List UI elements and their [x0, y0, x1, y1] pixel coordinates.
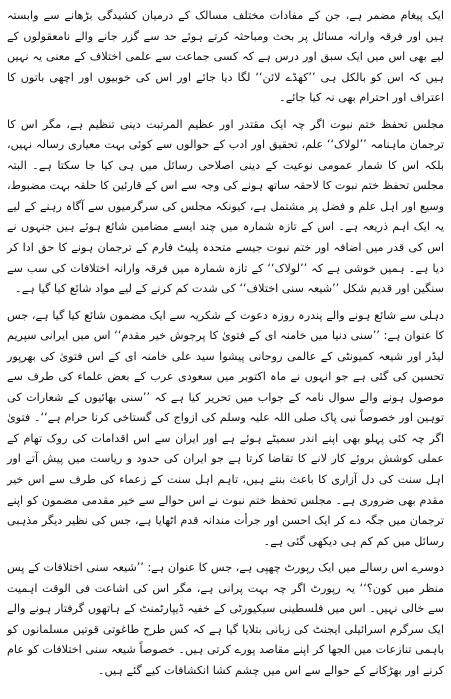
- paragraph-1: ایک پیغام مضمر ہے، جن کے مفادات مختلف مسالک کے درمیان کشیدگی بڑھانے سے وابستہ ہیں اور فرقہ وارانہ مسائل پر بحث ومباحثہ کرتے ہوئے حد سے گزر جانے والے نامعقولوں کے لیے بھی اس میں ایک سبق اور درس ہے کہ کسی جماعت سے علمی اختلاف کے معنی یہ نہیں ہیں کہ اس کو بالکل ہی ’’کھڈے لائن‘‘ لگا دیا جائے اور اس کی خوبیوں اور اچھی باتوں کا اعتراف اور احترام بھی نہ کیا جائے۔: [7, 9, 444, 105]
- paragraph-2: مجلس تحفظ ختم نبوت اگر چہ ایک مقتدر اور عظیم المرتبت دینی تنظیم ہے، مگر اس کا ترجمان ماہنامہ ’’لولاک‘‘ علم، تحقیق اور ادب کے حوالوں سے کوئی بہت معیاری رسالہ نہیں، بلکہ اس کا شمار عمومی نوعیت کے دینی اصلاحی رسائل میں ہی کیا جا سکتا ہے۔ البتہ مجلس تحفظ ختم نبوت کا لاحقہ ساتھ ہونے کی وجہ سے اس کے قارئین کا حلقہ بہت مضبوط، وسیع اور اہل علم و فضل پر مشتمل ہے، کیونکہ مجلس کی سرگرمیوں سے آگاہ رہنے کے لیے یہ ایک اہم ذریعہ ہے۔ اس کے تازہ شمارہ میں چند ایسے مضامین شائع ہوئے ہیں جنہوں نے اس کی قدر میں اضافہ اور ختم نبوت جیسے متحدہ پلیٹ فارم کے ترجمان ہونے کا حق ادا کر دیا ہے۔ ہمیں خوشی ہے کہ ’’لولاک‘‘ کے تازہ شمارہ میں فرقہ وارانہ اختلافات کی سب سے سنگین اور قدیم شکل ’’شیعہ سنی اختلاف‘‘ کی شدت کم کرنے کے لیے مواد شائع کیا گیا ہے۔: [7, 117, 444, 296]
- paragraph-4: دوسرے اس رسالے میں ایک رپورٹ چھپی ہے، جس کا عنوان ہے: ’’شیعہ سنی اختلافات کے پس منظر میں کون؟‘‘ یہ رپورٹ اگر چہ بہت پرانی ہے، مگر اس کی اشاعت فی الوقت اہمیت سے خالی نہیں۔ اس میں فلسطینی سیکیورٹی کے خفیہ ڈیپارٹمنٹ کے ہاتھوں گرفتار ہونے والے ایک سرگرم اسرائیلی ایجنٹ کی زبانی بتلایا گیا ہے کہ کس طرح طاغوتی قوتیں مسلمانوں کو باہمی تنازعات میں الجھا کر اپنے مقاصد پورے کرتی ہیں۔ خصوصاً شیعہ سنی اختلافات کو عام کرنے اور بھڑکانے کے حوالے سے اس میں چشم کشا انکشافات کیے گئے ہیں۔: [7, 561, 444, 677]
- paragraph-3: دہلی سے شائع ہونے والے پندرہ روزہ دعوت کے شکریہ سے ایک مضمون شائع کیا گیا ہے، جس کا عنوان ہے: ’’سنی دنیا میں خامنہ ای کے فتویٰ کا پرجوش خیر مقدم‘‘ اس میں ایرانی سپریم لیڈر اور شیعہ کمیونٹی کے عالمی روحانی پیشوا سید علی خامنہ ای کے اس فتویٰ کی بھرپور تحسین کی گئی ہے جو انہوں نے ماہ اکتوبر میں سعودی عرب کے بعض علماء کی طرف سے موصول ہونے والے سوال نامہ کے جواب میں تحریر کیا ہے کہ ’’سنی بھائیوں کے شعارات کی توہین اور خصوصاً نبی پاک صلی اللہ علیہ وسلم کی ازواج کی گستاخی کرنا حرام ہے‘‘۔ فتویٰ اگر چہ کئی پہلو بھی اپنے اندر سمیٹے ہوئے ہے اور ایران سے اس اقدامات کی روک تھام کے عملی کوشش بروئے کار لانے کا تقاضا کرتا ہے جو ایران کی حدود و ریاست میں پیش آتے اور اہل سنت کی دل آزاری کا باعث بنتے ہیں، تاہم اہل سنت کے زعماء کی طرف سے اس خیر مقدم بھی ضروری ہے۔ مجلس تحفظ ختم نبوت نے اس حوالے سے خیر مقدمی مضمون کو اپنے ترجمان میں جگہ دے کر ایک احسن اور جرأت مندانہ قدم اٹھایا ہے، جس کی نظیر دیگر مذہبی رسائل میں کم کم ہی دیکھی گئی ہے۔: [7, 308, 444, 548]
